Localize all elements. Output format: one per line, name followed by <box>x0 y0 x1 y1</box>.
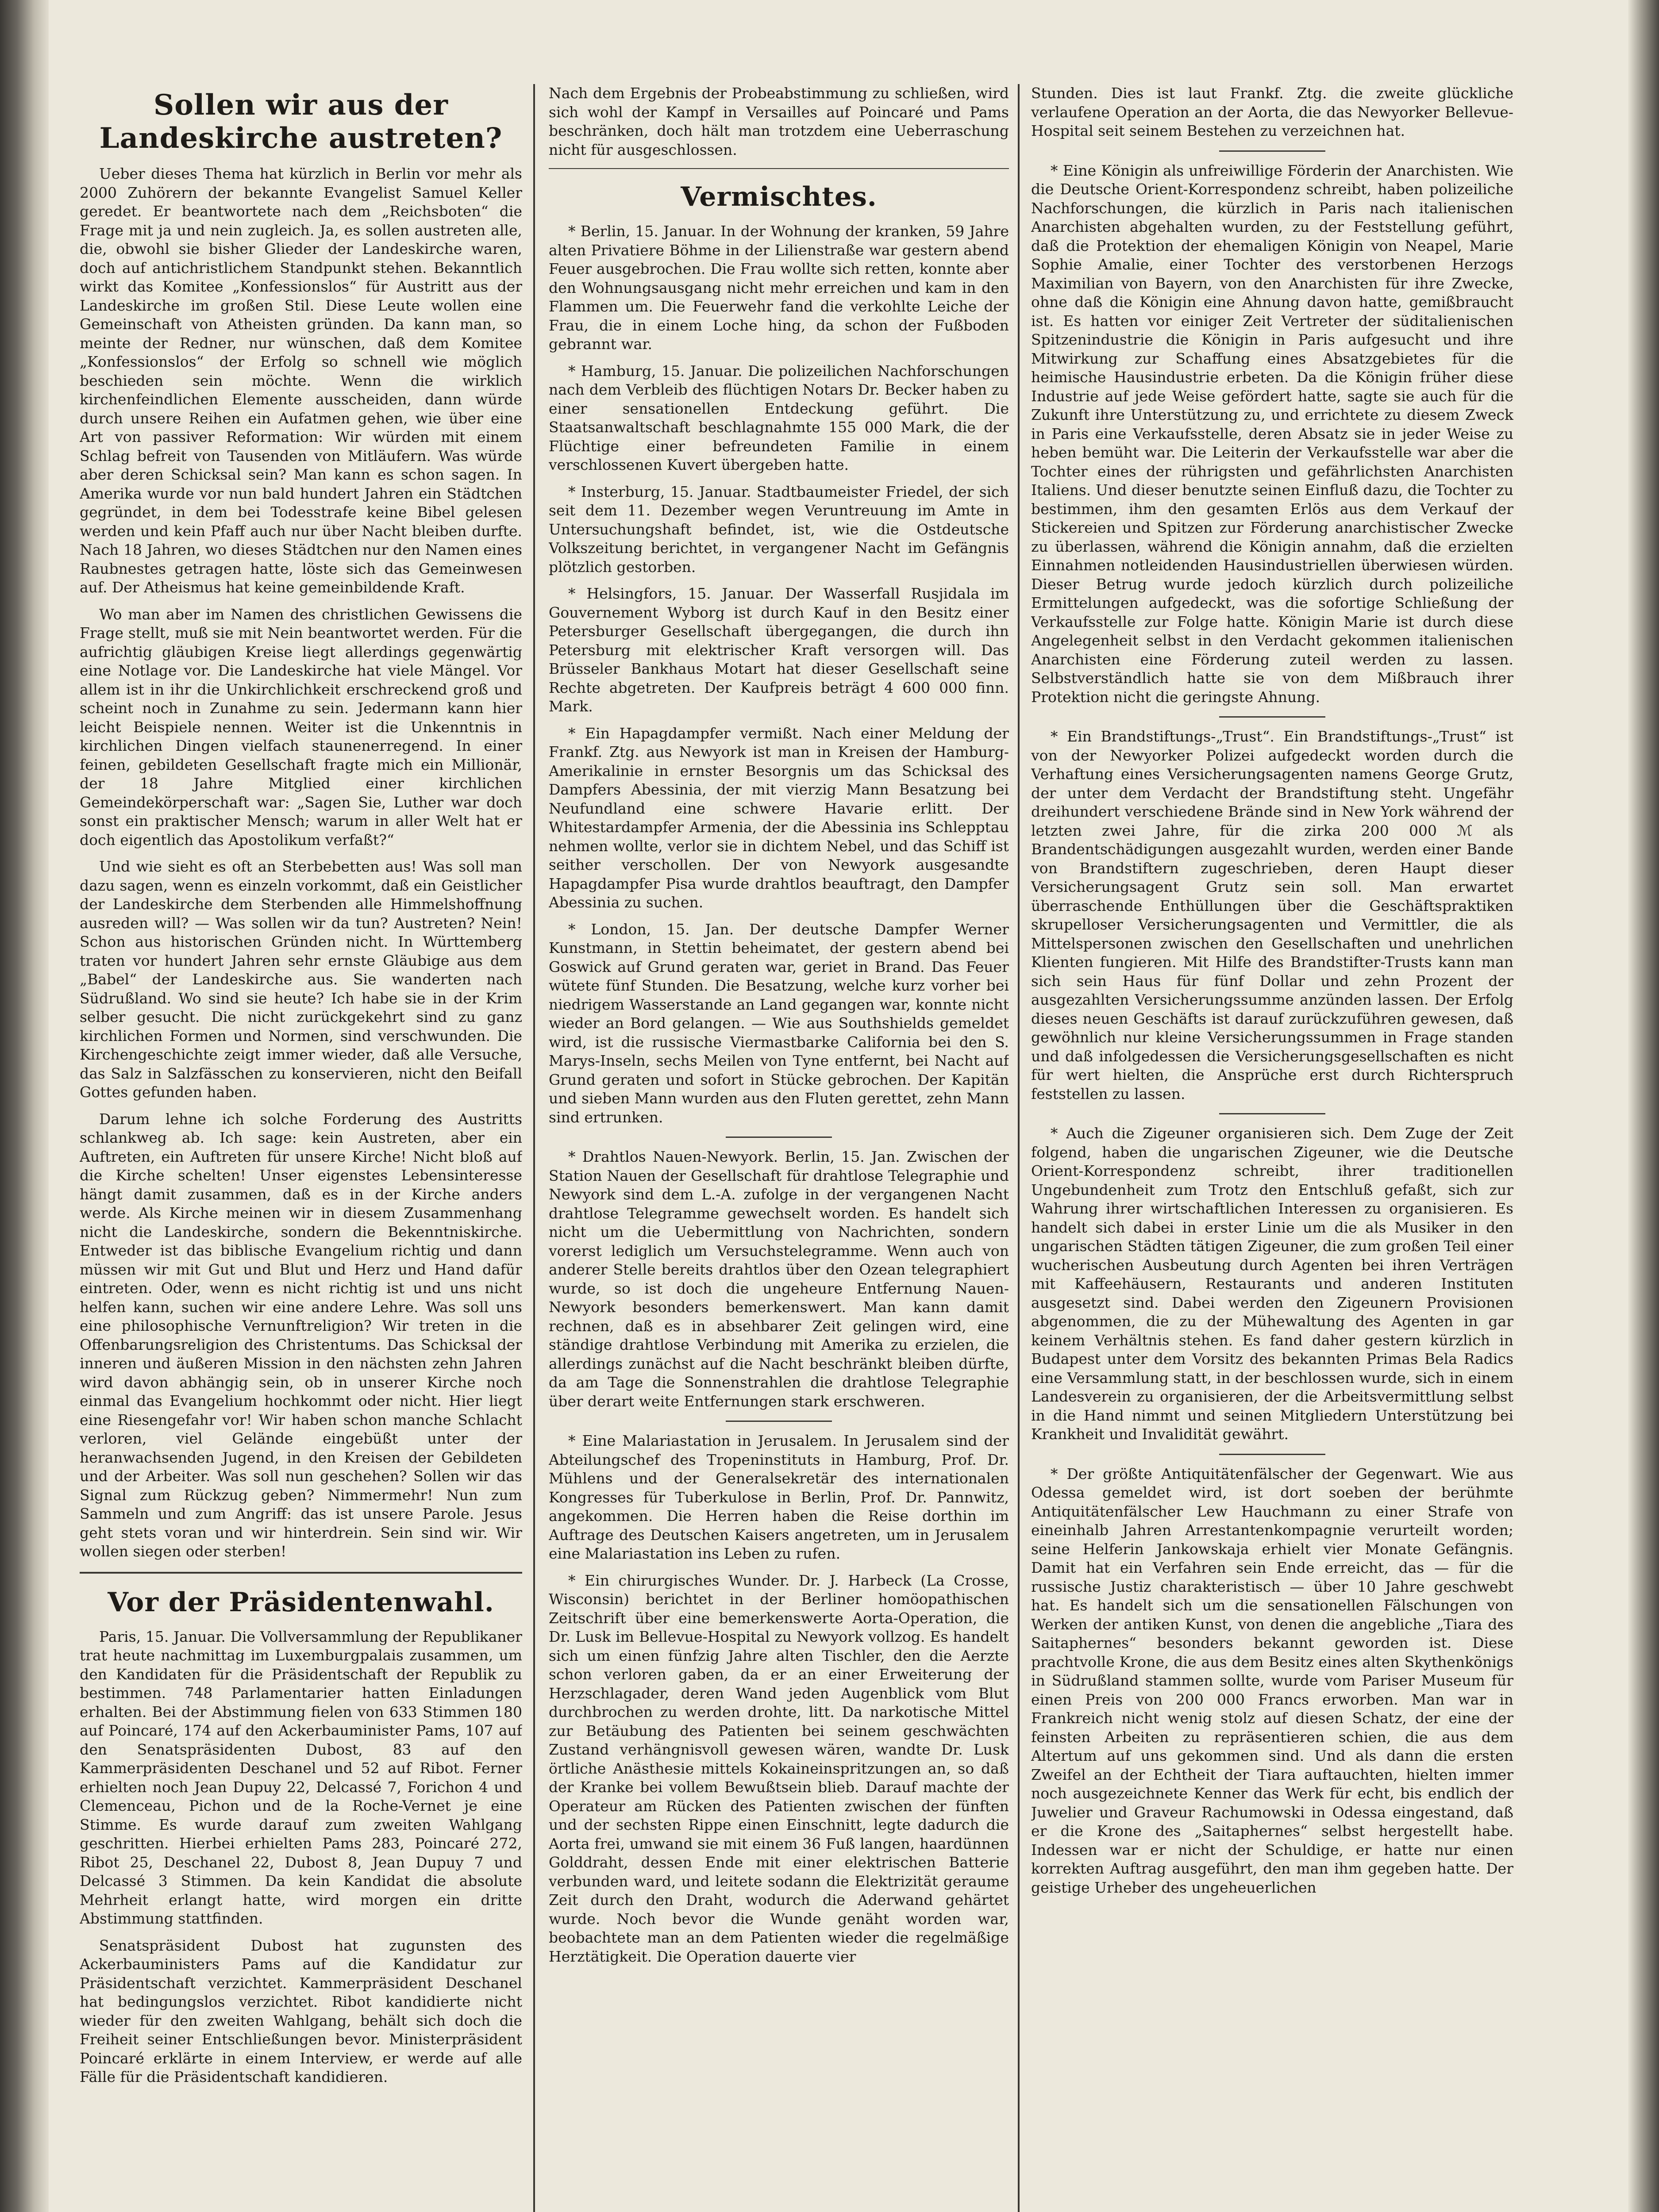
column-middle <box>549 84 1009 2212</box>
news-item: * Ein chirurgisches Wunder. Dr. J. Harbeck (La Crosse, Wisconsin) berichtet in der Berliner homöopathischen Zeitschrift über eine bemerkenswerte Aorta-Operation, die Dr. Lusk im Bellevue-Hospital zu Newyork vollzog. Es handelt sich um einen fünfzig Jahre alten Tischler, den die Aerzte schon verloren gaben, da er an einer Erweiterung der Herzschlagader, deren Wand jeden Augenblick vom Blut durchbrochen zu werden drohte, litt. Da narkotische Mittel zur Betäubung des Patienten bei seinem geschwächten Zustand verhängnisvoll gewesen wären, wandte Dr. Lusk örtliche Anästhesie mittels Kokaineinspritzungen an, so daß der Kranke bei vollem Bewußtsein blieb. Darauf machte der Operateur am Rücken des Patienten zwischen der fünften und der sechsten Rippe einen Einschnitt, legte dadurch die Aorta frei, umwand sie mit einem 36 Fuß langen, haardünnen Golddraht, dessen Ende mit einer elektrischen Batterie verbunden ward, und leitete sodann die Elektrizität geraume Zeit durch den Draht, wodurch die Aderwand gehärtet wurde. Noch bevor die Wunde genäht worden war, beobachtete man an dem Patienten wieder die regelmäßige Herztätigkeit. Die Operation dauerte vier <box>549 1571 1009 1965</box>
column-right <box>1031 84 1513 2212</box>
column-rule-1 <box>533 84 535 2212</box>
section-divider <box>80 1572 522 1574</box>
news-item: * Eine Königin als unfreiwillige Förderin der Anarchisten. Wie die Deutsche Orient-Korrespondenz schreibt, haben polizeiliche Nachforschungen, die kürzlich in Paris nach italienischen Anarchisten abgehalten wurden, zu der Feststellung geführt, daß die Protektion der ehemaligen Königin von Neapel, Marie Sophie Amalie, einer Tochter des verstorbenen Herzogs Maximilian von Bayern, von den Anarchisten für ihre Zwecke, ohne daß die Königin eine Ahnung davon hatte, gemißbraucht ist. Es hatten vor einiger Zeit Vertreter der süditalienischen Spitzenindustrie die Königin in Paris aufgesucht und ihre Mitwirkung zur Schaffung eines Absatzgebietes für die heimische Hausindustrie erbeten. Da die Königin früher diese Industrie auf jede Weise gefördert hatte, sagte sie auch für die Zukunft ihre Unterstützung zu, und errichtete zu diesem Zweck in Paris eine Verkaufsstelle, deren Absatz sie in jeder Weise zu heben bemüht war. Die Leiterin der Verkaufsstelle war aber die Tochter eines der rührigsten und gefährlichsten Anarchisten Italiens. Und dieser benutzte seinen Einfluß dazu, die Tochter zu bestimmen, ihm den gesamten Erlös aus dem Verkauf der Stickereien und Spitzen zur Förderung anarchistischer Zwecke zu überlassen, während die Königin annahm, daß die erzielten Einnahmen notleidenden Hausindustriellen überwiesen würden. Dieser Betrug wurde jedoch kürzlich durch polizeiliche Ermittelungen aufgedeckt, was die sofortige Schließung der Verkaufsstelle zur Folge hatte. Königin Marie ist durch diese Angelegenheit selbst in den Verdacht gekommen italienischen Anarchisten eine Förderung zuteil werden zu lassen. Selbstverständlich hatte sie von dem Mißbrauch ihrer Protektion nicht die geringste Ahnung. <box>1031 161 1513 706</box>
news-item: * Berlin, 15. Januar. In der Wohnung der kranken, 59 Jahre alten Privatiere Böhme in der Lilienstraße war gestern abend Feuer ausgebrochen. Die Frau wollte sich retten, konnte aber den Wohnungsausgang nicht mehr erreichen und kam in den Flammen um. Die Feuerwehr fand die verkohlte Leiche der Frau, die in einem Loche hing, da schon der Fußboden gebrannt war. <box>549 223 1009 353</box>
paragraph: Paris, 15. Januar. Die Vollversammlung der Republikaner trat heute nachmittag im Luxemburgpalais zusammen, um den Kandidaten für die Präsidentschaft der Republik zu bestimmen. 748 Parlamentarier hatten Einladungen erhalten. Bei der Abstimmung fielen von 633 Stimmen 180 auf Poincaré, 174 auf den Ackerbauminister Pams, 107 auf den Senatspräsidenten Dubost, 83 auf den Kammerpräsidenten Deschanel und 52 auf Ribot. Ferner erhielten noch Jean Dupuy 22, Delcassé 7, Forichon 4 und Clemenceau, Pichon und de la Roche-Vernet je eine Stimme. Es wurde darauf zum zweiten Wahlgang geschritten. Hierbei erhielten Pams 283, Poincaré 272, Ribot 25, Deschanel 22, Dubost 8, Jean Dupuy 7 und Delcassé 3 Stimmen. Da kein Kandidat die absolute Mehrheit erlangt hatte, wird morgen ein dritte Abstimmung stattfinden. <box>80 1628 522 1927</box>
paragraph: Wo man aber im Namen des christlichen Gewissens die Frage stellt, muß sie mit Nein beantwortet werden. Für die aufrichtig gläubigen Kreise liegt allerdings gegenwärtig eine Notlage vor. Die Landeskirche hat viele Mängel. Vor allem ist in ihr die Unkirchlichkeit erschreckend groß und scheint noch in Zunahme zu sein. Jedermann kann hier leicht Beispiele nennen. Weiter ist die Unkenntnis in kirchlichen Dingen vielfach staunenerregend. In einer feinen, gebildeten Gesellschaft fragte mich ein Millionär, der 18 Jahre Mitglied einer kirchlichen Gemeindekörperschaft war: „Sagen Sie, Luther war doch sonst ein praktischer Mensch; warum in aller Welt hat er doch eigentlich das Apostolikum verfaßt?“ <box>80 605 522 849</box>
section-title-vermischtes: Vermischtes. <box>681 181 877 212</box>
book-binding-shadow <box>0 0 49 2212</box>
news-item: * London, 15. Jan. Der deutsche Dampfer Werner Kunstmann, in Stettin beheimatet, der gestern abend bei Goswick auf Grund geraten war, geriet in Brand. Das Feuer wütete fünf Stunden. Die Besatzung, welche kurz vorher bei niedrigem Wasserstande an Land gegangen war, konnte nicht wieder an Bord gelangen. — Wie aus Southshields gemeldet wird, ist die russische Viermastbarke California bei den S. Marys-Inseln, sechs Meilen von Tyne entfernt, bei Nacht auf Grund geraten und sofort in Stücke gebrochen. Der Kapitän und sieben Mann wurden aus den Fluten gerettet, zehn Mann sind ertrunken. <box>549 920 1009 1126</box>
paragraph: Ueber dieses Thema hat kürzlich in Berlin vor mehr als 2000 Zuhörern der bekannte Evangelist Samuel Keller geredet. Er beantwortete nach dem „Reichsboten“ die Frage mit ja und nein zugleich. Ja, es sollen austreten alle, die, obwohl sie bisher Glieder der Landeskirche waren, doch auf antichristlichem Standpunkt stehen. Bekanntlich wirkt das Komitee „Konfessionslos“ für Austritt aus der Landeskirche im großen Stil. Diese Leute wollen eine Gemeinschaft von Atheisten gründen. Da kann man, so meinte der Redner, nur wünschen, daß dem Komitee „Konfessionslos“ der Erfolg so schnell wie möglich beschieden sein möchte. Wenn die wirklich kirchenfeindlichen Elemente ausscheiden, dann würde durch unsere Reihen ein Aufatmen gehen, wie über eine Art von passiver Reformation: Wir würden mit einem Schlag befreit von Tausenden von Mitläufern. Was würde aber deren Schicksal sein? Man kann es schon sagen. In Amerika wurde vor nun bald hundert Jahren ein Städtchen gegründet, in dem bei Todesstrafe keine Bibel gelesen werden und kein Pfaff auch nur über Nacht bleiben durfte. Nach 18 Jahren, wo dieses Städtchen nur den Namen eines Raubnestes getragen hatte, löste sich das Gemeinwesen auf. Der Atheismus hat keine gemeinbildende Kraft. <box>80 165 522 596</box>
item-divider <box>1219 150 1325 152</box>
paragraph: Senatspräsident Dubost hat zugunsten des Ackerbauministers Pams auf die Kandidatur zur Präsidentschaft verzichtet. Kammerpräsident Deschanel hat bedingungslos verzichtet. Ribot kandidierte nicht wieder für den zweiten Wahlgang, behält sich doch die Freiheit seiner Entschließungen bevor. Ministerpräsident Poincaré erklärte in einem Interview, er werde auf alle Fälle für die Präsidentschaft kandidieren. <box>80 1936 522 2085</box>
page-edge-shadow <box>1628 0 1659 2212</box>
article-title-praesidentenwahl: Vor der Präsidentenwahl. <box>108 1586 494 1618</box>
news-item: * Helsingfors, 15. Januar. Der Wasserfall Rusjidala im Gouvernement Wyborg ist durch Kauf in den Besitz einer Petersburger Gesellschaft übergegangen, die durch ihn Petersburg mit elektrischer Kraft versorgen will. Das Brüsseler Bankhaus Motart hat dieser Gesellschaft seine Rechte abgetreten. Der Kaufpreis beträgt 4 600 000 finn. Mark. <box>549 585 1009 715</box>
news-item: * Ein Hapagdampfer vermißt. Nach einer Meldung der Frankf. Ztg. aus Newyork ist man in Kreisen der Hamburg-Amerikalinie in ernster Besorgnis um das Schicksal des Dampfers Abessinia, der mit vierzig Mann Besatzung bei Neufundland eine schwere Havarie erlitt. Der Whitestardampfer Armenia, der die Abessinia ins Schlepptau nehmen wollte, verlor sie in dichtem Nebel, und das Schiff ist seither verschollen. Der von Newyork ausgesandte Hapagdampfer Pisa wurde drahtlos beauftragt, den Dampfer Abessinia zu suchen. <box>549 724 1009 911</box>
news-item: * Eine Malariastation in Jerusalem. In Jerusalem sind der Abteilungschef des Tropeninstituts in Hamburg, Prof. Dr. Mühlens und der Generalsekretär des internationalen Kongresses für Tuberkulose in Berlin, Prof. Dr. Pannwitz, angekommen. Die Herren haben die Reise dorthin im Auftrage des Deutschen Kaisers angetreten, um in Jerusalem eine Malariastation ins Leben zu rufen. <box>549 1432 1009 1562</box>
column-left <box>80 84 522 2212</box>
paragraph: Nach dem Ergebnis der Probeabstimmung zu schließen, wird sich wohl der Kampf in Versailles auf Poincaré und Pams beschränken, doch hält man trotzdem eine Ueberraschung nicht für ausgeschlossen. <box>549 84 1009 158</box>
item-divider <box>1219 1454 1325 1455</box>
news-item: * Drahtlos Nauen-Newyork. Berlin, 15. Jan. Zwischen der Station Nauen der Gesellschaft für drahtlose Telegraphie und Newyork sind dem L.-A. zufolge in der vergangenen Nacht drahtlose Telegramme gewechselt worden. Es handelt sich nicht um die Uebermittlung von Nachrichten, sondern vorerst lediglich um Versuchstelegramme. Wenn auch von anderer Stelle bereits drahtlos über den Ozean telegraphiert wurde, so ist doch die ungeheure Entfernung Nauen-Newyork besonders bemerkenswert. Man kann damit rechnen, daß es in absehbarer Zeit gelingen wird, eine ständige drahtlose Verbindung mit Amerika zu erzielen, die allerdings zunächst auf die Nacht beschränkt bleiben dürfte, da am Tage die Sonnenstrahlen die drahtlose Telegraphie über derart weite Entfernungen stark erschweren. <box>549 1148 1009 1410</box>
item-divider <box>726 1421 832 1422</box>
item-divider <box>1219 1113 1325 1114</box>
item-divider <box>1219 716 1325 718</box>
paragraph: Darum lehne ich solche Forderung des Austritts schlankweg ab. Ich sage: kein Austreten, aber ein Auftreten, ein Auftreten für unsere Kirche! Nicht bloß auf die Kirche schelten! Unser eigenstes Lebensinteresse hängt damit zusammen, daß es in der Kirche anders werde. Als Kirche meinen wir in diesem Zusammenhang nicht die Landeskirche, sondern die Bekenntniskirche. Entweder ist das biblische Evangelium richtig und dann müssen wir mit Gut und Blut und Herz und Hand dafür eintreten. Oder, wenn es nicht richtig ist und uns nicht helfen kann, suchen wir eine andere Lehre. Was soll uns eine philosophische Vernunftreligion? Wir treten in die Offenbarungsreligion des Christentums. Das Schicksal der inneren und äußeren Mission in den nächsten zehn Jahren wird davon abhängig sein, ob in unserer Kirche noch einmal das Evangelium hochkommt oder nicht. Hier liegt eine Riesengefahr vor! Wir haben schon manche Schlacht verloren, viel Gelände eingebüßt unter der heranwachsenden Jugend, in den Kreisen der Gebildeten und der Arbeiter. Was soll nun geschehen? Sollen wir das Signal zum Rückzug geben? Nimmermehr! Nun zum Sammeln und zum Angriff: das ist unsere Parole. Jesus geht stets voran und wir hinterdrein. Sein sind wir. Wir wollen siegen oder sterben! <box>80 1110 522 1560</box>
news-item: * Der größte Antiquitätenfälscher der Gegenwart. Wie aus Odessa gemeldet wird, ist dort soeben der berühmte Antiquitätenfälscher Lew Hauchmann zu einer Strafe von eineinhalb Jahren Arrestantenkompagnie verurteilt worden; seine Helferin Jankowskaja erhielt vier Monate Gefängnis. Damit hat ein Verfahren sein Ende erreicht, das — für die russische Justiz charakteristisch — über 10 Jahre geschwebt hat. Es handelt sich um die sensationellen Fälschungen von Werken der antiken Kunst, von denen die angebliche „Tiara des Saitaphernes“ besonders bekannt geworden ist. Diese prachtvolle Krone, die aus dem Besitz eines alten Skythenkönigs in Südrußland stammen sollte, wurde vom Pariser Museum für einen Preis von 200 000 Francs erworben. Man war in Frankreich nicht wenig stolz auf diesen Schatz, der eine der feinsten Arbeiten zu repräsentieren schien, die aus dem Altertum auf uns gekommen sind. Und als dann die ersten Zweifel an der Echtheit der Tiara auftauchten, hielten immer noch ausgezeichnete Kenner das Werk für echt, bis endlich der Juwelier und Graveur Rachumowski in Odessa eingestand, daß er die Krone des „Saitaphernes“ selbst hergestellt habe. Indessen war er nicht der Schuldige, er hatte nur einen korrekten Auftrag ausgeführt, den man ihm gegeben hatte. Der geistige Urheber des ungeheuerlichen <box>1031 1465 1513 1896</box>
news-item: * Hamburg, 15. Januar. Die polizeilichen Nachforschungen nach dem Verbleib des flüchtigen Notars Dr. Becker haben zu einer sensationellen Entdeckung geführt. Die Staatsanwaltschaft beschlagnahmte 155 000 Mark, die der Flüchtige einer befreundeten Familie in einem verschlossenen Kuvert übergeben hatte. <box>549 362 1009 473</box>
section-divider <box>549 168 1009 169</box>
news-item: * Auch die Zigeuner organisieren sich. Dem Zuge der Zeit folgend, haben die ungarischen Zigeuner, wie die Deutsche Orient-Korrespondenz schreibt, ihrer traditionellen Ungebundenheit zum Trotz den Entschluß gefaßt, sich zur Wahrung ihrer wirtschaftlichen Interessen zu organisieren. Es handelt sich dabei in erster Linie um die als Musiker in den ungarischen Städten tätigen Zigeuner, die zum großen Teil einer wucherischen Ausbeutung durch Agenten bei ihren Verträgen mit Kaffeehäusern, Restaurants und anderen Instituten ausgesetzt sind. Dabei werden den Zigeunern Provisionen abgenommen, die zu der Mühewaltung des Agenten in gar keinem Verhältnis stehen. Es fand daher gestern kürzlich in Budapest unter dem Vorsitz des bekannten Primas Bela Radics eine Versammlung statt, in der beschlossen wurde, sich in einem Landesverein zu organisieren, der die Arbeitsvermittlung selbst in die Hand nimmt und seinen Mitgliedern Unterstützung bei Krankheit und Invalidität gewährt. <box>1031 1125 1513 1443</box>
column-rule-2 <box>1018 84 1020 2212</box>
news-item: * Insterburg, 15. Januar. Stadtbaumeister Friedel, der sich seit dem 11. Dezember wegen Veruntreuung im Amte in Untersuchungshaft befindet, ist, wie die Ostdeutsche Volkszeitung berichtet, in vergangener Nacht im Gefängnis plötzlich gestorben. <box>549 483 1009 576</box>
item-divider <box>726 1137 832 1138</box>
article-title-landeskirche: Sollen wir aus der Landeskirche austreten? <box>99 88 503 155</box>
paragraph: Stunden. Dies ist laut Frankf. Ztg. die zweite glückliche verlaufene Operation an der Aorta, die das Newyorker Bellevue-Hospital seit seinem Bestehen zu verzeichnen hat. <box>1031 84 1513 139</box>
paragraph: Und wie sieht es oft an Sterbebetten aus! Was soll man dazu sagen, wenn es einzeln vorkommt, daß ein Geistlicher der Landeskirche dem Sterbenden alle Himmelshoffnung ausreden will? — Was sollen wir da tun? Austreten? Nein! Schon aus historischen Gründen nicht. In Württemberg traten vor hundert Jahren sehr ernste Gläubige aus dem „Babel“ der Landeskirche aus. Sie wanderten nach Südrußland. Wo sind sie heute? Ich habe sie in der Krim selber gesucht. Die nicht zurückgekehrt sind zu ganz kirchlichen Formen und Normen, sind verschwunden. Die Kirchengeschichte zeigt immer wieder, daß alle Versuche, das Salz in Salzfässchen zu konservieren, nicht den Beifall Gottes gefunden haben. <box>80 858 522 1101</box>
news-item: * Ein Brandstiftungs-„Trust“. Ein Brandstiftungs-„Trust“ ist von der Newyorker Polizei aufgedeckt worden durch die Verhaftung eines Versicherungsagenten namens George Grutz, der unter dem Verdacht der Brandstiftung steht. Ungefähr dreihundert verschiedene Brände sind in New York während der letzten zwei Jahre, für die zirka 200 000 ℳ als Brandentschädigungen ausgezahlt wurden, werden einer Bande von Brandstiftern zugeschrieben, deren Haupt dieser Versicherungsagent Grutz sein soll. Man erwartet überraschende Enthüllungen über die Geschäftspraktiken skrupelloser Versicherungsagenten und Vermittler, die als Mittelspersonen zwischen den Gesellschaften und unehrlichen Klienten fungieren. Mit Hilfe des Brandstifter-Trusts kann man sich sein Haus für fünf Dollar und zehn Prozent der ausgezahlten Versicherungssumme anzünden lassen. Der Erfolg dieses neuen Geschäfts ist darauf zurückzuführen gewesen, daß gewöhnlich nur kleine Versicherungssummen in Frage standen und daß infolgedessen die Versicherungsgesellschaften es nicht für wert hielten, die Ansprüche erst durch Richterspruch feststellen zu lassen. <box>1031 728 1513 1102</box>
